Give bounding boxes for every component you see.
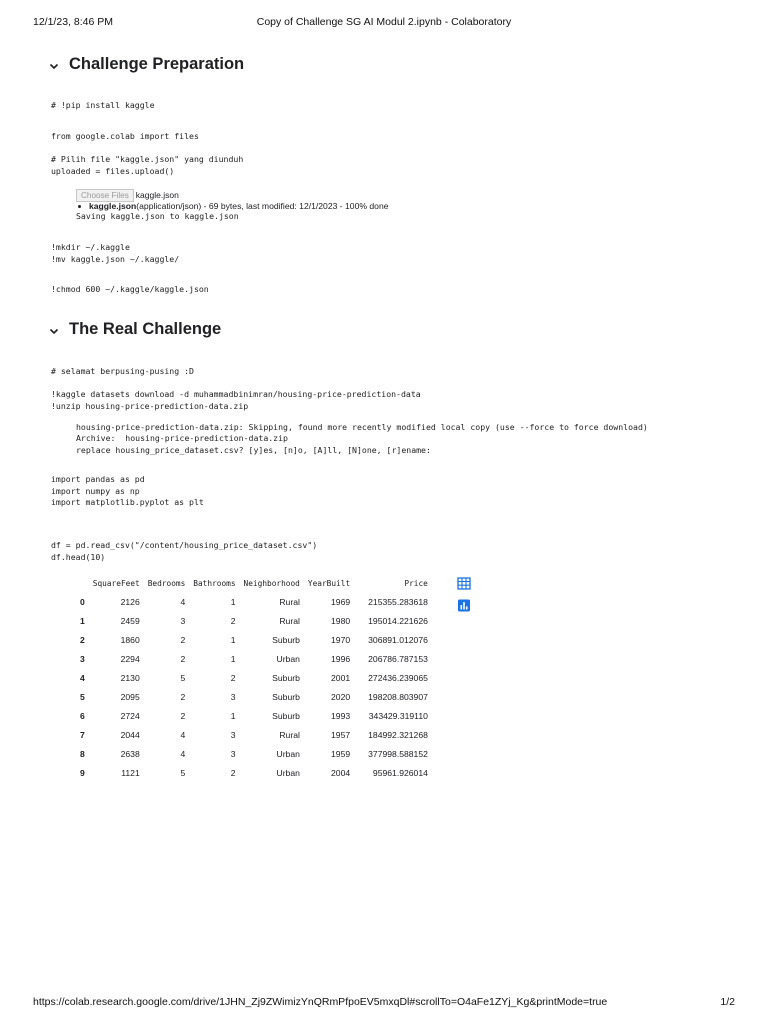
square-feet-cell: 1860: [120, 634, 140, 645]
table-row: [76, 649, 432, 668]
bedrooms-cell: 4: [180, 596, 186, 607]
code-cell-upload[interactable]: # Pilih file "kaggle.json" yang diunduh uploaded = files.upload(): [51, 154, 244, 176]
price-cell: 306891.012076: [368, 634, 428, 645]
table-row: [76, 630, 432, 649]
column-header: Neighborhood: [243, 579, 300, 588]
neighborhood-cell: Suburb: [272, 634, 300, 645]
section-title: The Real Challenge: [69, 320, 222, 338]
code-cell-download[interactable]: !kaggle datasets download -d muhammadbinimran/housing-price-prediction-data !unzip housing-price-prediction-data.zip: [51, 389, 421, 411]
column-header: YearBuilt: [307, 579, 351, 588]
square-feet-cell: 2459: [120, 615, 140, 626]
table-header-row: [76, 575, 432, 592]
neighborhood-cell: Suburb: [272, 672, 300, 683]
document-title: Copy of Challenge SG AI Modul 2.ipynb - Colaboratory: [256, 16, 512, 28]
year-built-cell: 1957: [331, 730, 351, 741]
dataframe-table: [76, 575, 432, 783]
table-row: [76, 687, 432, 706]
row-index: 6: [80, 711, 85, 722]
column-header: Bedrooms: [147, 579, 186, 588]
square-feet-cell: 1121: [121, 768, 140, 779]
square-feet-cell: 2724: [120, 711, 140, 722]
year-built-cell: 2001: [331, 672, 351, 683]
row-index: 5: [80, 692, 85, 703]
bathrooms-cell: 3: [230, 749, 236, 760]
print-header: [33, 16, 735, 30]
bathrooms-cell: 2: [230, 768, 236, 779]
section-title: Challenge Preparation: [69, 55, 245, 73]
file-upload-widget: [76, 189, 179, 201]
row-index: 1: [80, 615, 85, 626]
code-cell-mkdir[interactable]: !mkdir ~/.kaggle !mv kaggle.json ~/.kaggle/: [51, 242, 180, 264]
square-feet-cell: 2294: [120, 653, 140, 664]
upload-saving-output: Saving kaggle.json to kaggle.json: [76, 211, 239, 221]
neighborhood-cell: Urban: [276, 768, 300, 779]
table-row: [76, 668, 432, 687]
square-feet-cell: 2095: [120, 692, 140, 703]
column-header: [76, 575, 89, 592]
bedrooms-cell: 3: [180, 615, 186, 626]
print-datetime: 12/1/23, 8:46 PM: [33, 16, 113, 28]
print-footer: [33, 996, 735, 1010]
upload-result-detail: (application/json) - 69 bytes, last modified: 12/1/2023 - 100% done: [136, 201, 389, 211]
price-cell: 215355.283618: [368, 596, 428, 607]
year-built-cell: 1993: [331, 711, 351, 722]
bedrooms-cell: 4: [180, 730, 186, 741]
table-row: [76, 726, 432, 745]
bathrooms-cell: 2: [230, 672, 236, 683]
row-index: 7: [80, 730, 85, 741]
code-cell-pip[interactable]: # !pip install kaggle: [51, 100, 155, 110]
neighborhood-cell: Suburb: [272, 692, 300, 703]
upload-result-file: kaggle.json: [89, 201, 137, 211]
year-built-cell: 1959: [331, 749, 351, 760]
bedrooms-cell: 4: [180, 749, 186, 760]
table-icon[interactable]: [457, 577, 471, 590]
bathrooms-cell: 3: [230, 692, 236, 703]
neighborhood-cell: Rural: [279, 615, 300, 626]
code-cell-import-files[interactable]: from google.colab import files: [51, 131, 199, 141]
bedrooms-cell: 2: [180, 692, 186, 703]
year-built-cell: 1980: [331, 615, 351, 626]
table-row: [76, 707, 432, 726]
table-row: [76, 764, 432, 783]
square-feet-cell: 2638: [120, 749, 140, 760]
bedrooms-cell: 2: [180, 634, 186, 645]
bedrooms-cell: 5: [180, 768, 186, 779]
square-feet-cell: 2126: [120, 596, 140, 607]
year-built-cell: 1996: [331, 653, 351, 664]
bathrooms-cell: 1: [230, 634, 236, 645]
chevron-down-icon[interactable]: [48, 325, 60, 337]
code-cell-imports[interactable]: import pandas as pd import numpy as np import matplotlib.pyplot as plt: [51, 474, 204, 507]
bathrooms-cell: 2: [230, 615, 236, 626]
column-header: SquareFeet: [92, 579, 140, 588]
neighborhood-cell: Rural: [279, 730, 300, 741]
neighborhood-cell: Rural: [279, 596, 300, 607]
price-cell: 195014.221626: [368, 615, 428, 626]
code-cell-comment[interactable]: # selamat berpusing-pusing :D: [51, 366, 194, 376]
neighborhood-cell: Suburb: [272, 711, 300, 722]
row-index: 4: [80, 672, 85, 683]
unzip-output: housing-price-prediction-data.zip: Skipping, found more recently modified local copy (use --force to force download) Archive: housing-price-prediction-data.zip replace housing_price_dataset.csv? [y]es, [n]o, [A]ll, [N]one, [r]ename:: [76, 422, 648, 455]
bathrooms-cell: 1: [230, 711, 236, 722]
row-index: 9: [80, 768, 85, 779]
bathrooms-cell: 1: [230, 596, 236, 607]
page-url: https://colab.research.google.com/drive/1JHN_Zj9ZWimizYnQRmPfpoEV5mxqDl#scrollTo=O4aFe1ZYj_Kg&printMode=true: [33, 996, 608, 1008]
table-row: [76, 592, 432, 611]
bedrooms-cell: 2: [180, 653, 186, 664]
bedrooms-cell: 2: [180, 711, 186, 722]
chevron-down-icon[interactable]: [48, 60, 60, 72]
table-row: [76, 745, 432, 764]
column-header: Bathrooms: [193, 579, 236, 588]
price-cell: 206786.787153: [368, 653, 428, 664]
neighborhood-cell: Urban: [276, 749, 300, 760]
code-cell-read-csv[interactable]: df = pd.read_csv("/content/housing_price_dataset.csv") df.head(10): [51, 540, 318, 562]
price-cell: 198208.803907: [368, 692, 428, 703]
neighborhood-cell: Urban: [276, 653, 300, 664]
table-row: [76, 611, 432, 630]
square-feet-cell: 2044: [120, 730, 140, 741]
price-cell: 95961.926014: [372, 768, 428, 779]
price-cell: 272436.239065: [368, 672, 428, 683]
row-index: 0: [80, 596, 85, 607]
year-built-cell: 2004: [331, 768, 351, 779]
row-index: 2: [80, 634, 85, 645]
bathrooms-cell: 3: [230, 730, 236, 741]
bedrooms-cell: 5: [180, 672, 186, 683]
square-feet-cell: 2130: [120, 672, 140, 683]
chart-icon[interactable]: [457, 599, 471, 612]
price-cell: 184992.321268: [368, 730, 428, 741]
table-body: [76, 592, 432, 783]
choose-files-button[interactable]: Choose Files: [76, 189, 134, 202]
bathrooms-cell: 1: [230, 653, 236, 664]
row-index: 8: [80, 749, 85, 760]
column-header: Price: [404, 579, 428, 588]
page-number: 1/2: [720, 996, 735, 1008]
code-cell-chmod[interactable]: !chmod 600 ~/.kaggle/kaggle.json: [51, 284, 209, 294]
price-cell: 343429.319110: [368, 711, 428, 722]
year-built-cell: 1970: [331, 634, 351, 645]
year-built-cell: 2020: [331, 692, 351, 703]
selected-file-name: kaggle.json: [135, 190, 179, 200]
price-cell: 377998.588152: [368, 749, 428, 760]
year-built-cell: 1969: [331, 596, 351, 607]
row-index: 3: [80, 653, 85, 664]
bullet-icon: [78, 205, 81, 208]
